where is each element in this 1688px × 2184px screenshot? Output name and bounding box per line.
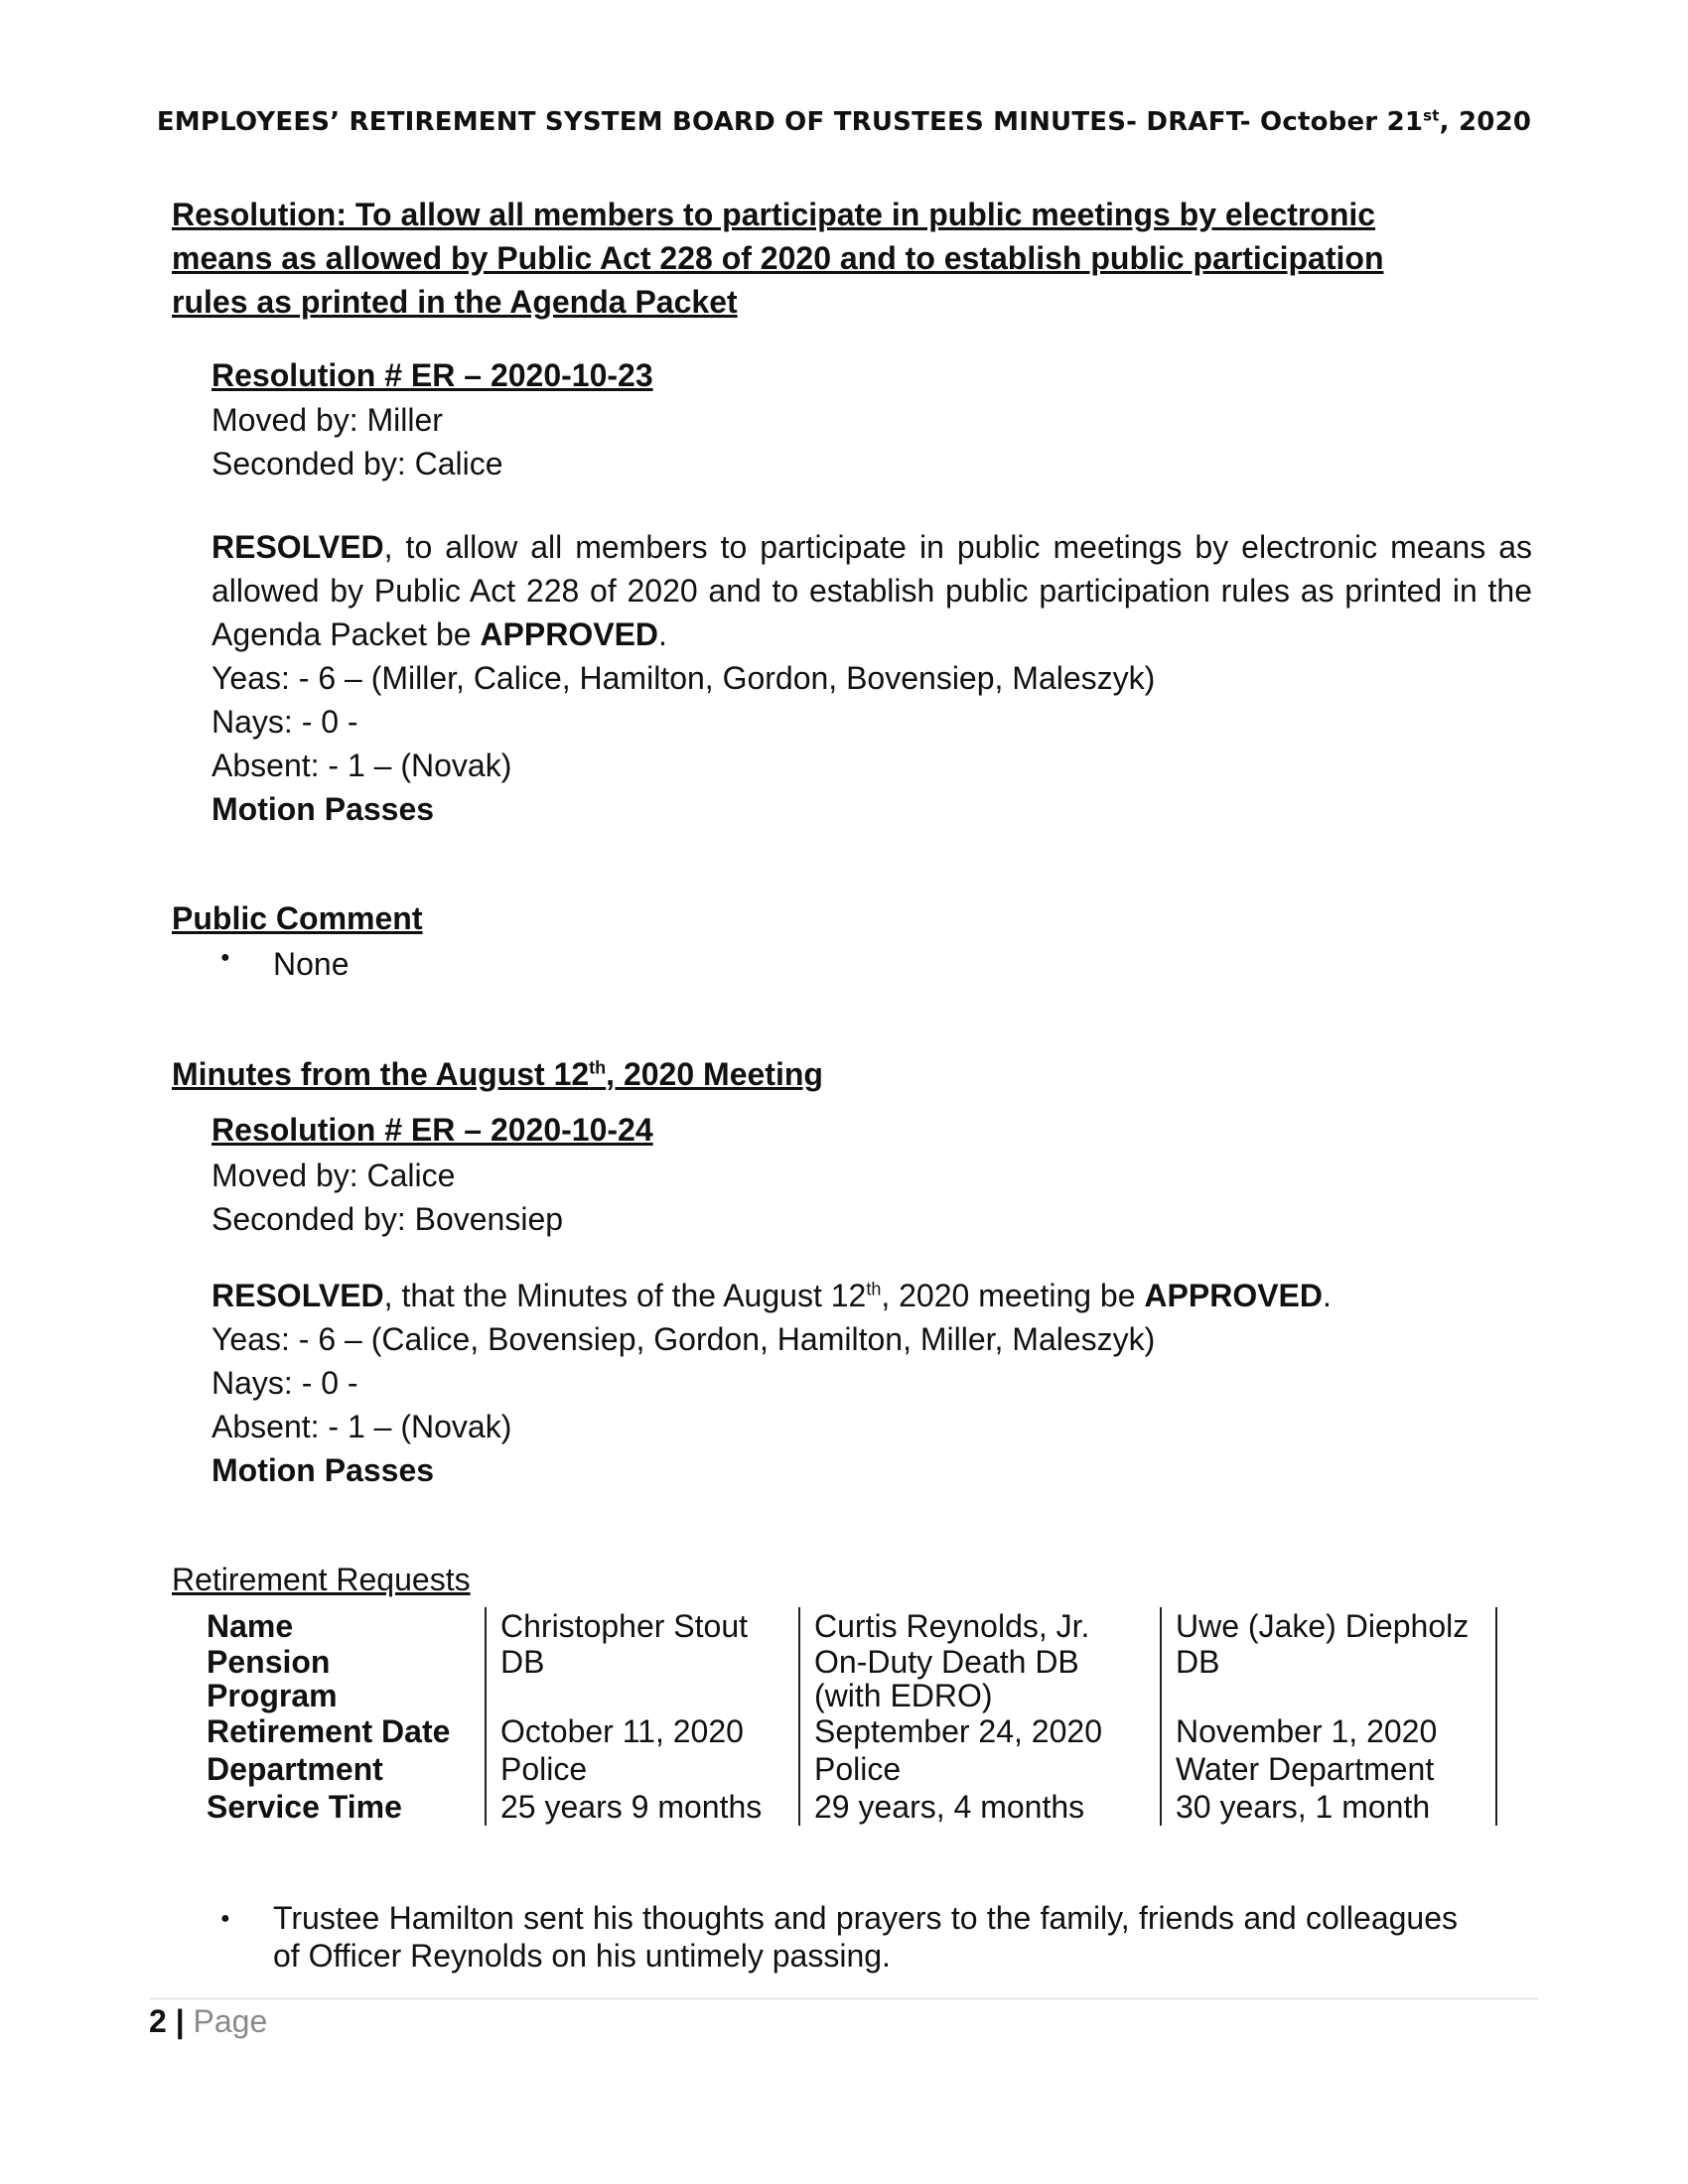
minutes-heading [172,1052,823,1096]
yeas-2: Yeas: - 6 – (Calice, Bovensiep, Gordon, Hamilton, Miller, Maleszyk) [211,1321,1156,1357]
period-2: . [1323,1278,1332,1313]
page-number: 2 [149,2003,167,2039]
nays-1: Nays: - 0 - [211,704,358,740]
bullet-dot-icon: ● [220,949,230,966]
nays-2: Nays: - 0 - [211,1365,358,1401]
cell-program-2-l2: (with EDRO) [814,1678,993,1713]
motion-passes-2: Motion Passes [211,1452,435,1488]
cell-program-1 [486,1645,799,1712]
retirement-requests-heading: Retirement Requests [172,1562,471,1597]
page-header [0,107,1688,137]
cell-name-3: Uwe (Jake) Diepholz [1161,1607,1496,1645]
retirement-table-wrap [207,1607,1497,1826]
header-text: EMPLOYEES’ RETIREMENT SYSTEM BOARD OF TRUSTEES MINUTES- DRAFT- October 21 [156,107,1424,137]
label-date: Retirement Date [207,1713,451,1749]
cell-date-2: September 24, 2020 [799,1712,1161,1750]
header-sup: st [1423,106,1440,125]
cell-name-2: Curtis Reynolds, Jr. [799,1607,1161,1645]
motion-passes-1: Motion Passes [211,791,435,827]
cell-name-1: Christopher Stout [486,1607,799,1645]
cell-department-3: Water Department [1161,1750,1496,1788]
page-label: Page [193,2003,268,2039]
seconded-by-2: Seconded by: Bovensiep [211,1201,564,1237]
cell-program-3 [1161,1645,1496,1712]
table-row [207,1750,1496,1788]
absent-2: Absent: - 1 – (Novak) [211,1409,512,1444]
cell-program-3-l1: DB [1176,1644,1220,1680]
resolved-word-1: RESOLVED [211,529,384,565]
minutes-heading-post: , 2020 Meeting [606,1056,823,1092]
table-row [207,1712,1496,1750]
resolved-text-2-post: , 2020 meeting be [881,1278,1145,1313]
retirement-note: Trustee Hamilton sent his thoughts and prayers to the family, friends and colleagues of Officer Reynolds on his untimely passing. [273,1900,1458,1974]
heading-line-1: Resolution: To allow all members to participate in public meetings by electronic [172,197,1376,232]
label-service: Service Time [207,1789,402,1825]
label-program-l2: Program [207,1678,338,1713]
retirement-table [207,1607,1497,1826]
public-comment-item: None [273,946,350,982]
resolved-paragraph-2 [211,1274,1332,1317]
approved-word-2: APPROVED [1144,1278,1323,1313]
table-row [207,1788,1496,1826]
header-tail: , 2020 [1439,107,1532,137]
label-program-l1: Pension [207,1644,331,1680]
footer-separator: | [175,2003,185,2039]
cell-program-2 [799,1645,1161,1712]
footer-divider [149,1998,1539,1999]
label-name: Name [207,1608,294,1644]
moved-by-2: Moved by: Calice [211,1158,456,1193]
approved-word-1: APPROVED [480,616,659,652]
resolution-heading-electronic [172,193,1542,324]
resolved-text-2-pre: , that the Minutes of the August 12 [383,1278,867,1313]
resolution-number-2: Resolution # ER – 2020-10-24 [211,1112,653,1148]
moved-by-1: Moved by: Miller [211,402,443,438]
resolved-sup-2: th [866,1279,882,1299]
resolution-number-1: Resolution # ER – 2020-10-23 [211,357,653,393]
cell-service-3: 30 years, 1 month [1161,1788,1496,1826]
resolved-text-1: , to allow all members to participate in public meetings by electronic means as allowed by Public Act 228 of 2020 and to establish public participation rules as printed in the Agenda Packet be [211,529,1532,652]
cell-date-3: November 1, 2020 [1161,1712,1496,1750]
heading-line-2: means as allowed by Public Act 228 of 2020 and to establish public participation [172,240,1384,276]
resolved-word-2: RESOLVED [211,1278,384,1313]
yeas-1: Yeas: - 6 – (Miller, Calice, Hamilton, Gordon, Bovensiep, Maleszyk) [211,660,1156,696]
page-footer [149,2003,267,2040]
minutes-heading-pre: Minutes from the August 12 [172,1056,590,1092]
cell-date-1: October 11, 2020 [486,1712,799,1750]
cell-department-1: Police [486,1750,799,1788]
table-row [207,1607,1496,1645]
label-program [207,1645,486,1712]
seconded-by-1: Seconded by: Calice [211,446,503,481]
bullet-dot-icon: ● [220,1910,230,1927]
cell-service-1: 25 years 9 months [486,1788,799,1826]
heading-line-3: rules as printed in the Agenda Packet [172,284,738,320]
cell-program-1-l1: DB [500,1644,545,1680]
period-1: . [658,616,667,652]
resolved-paragraph-1 [211,525,1532,656]
public-comment-heading: Public Comment [172,900,423,936]
minutes-heading-sup: th [589,1057,607,1078]
absent-1: Absent: - 1 – (Novak) [211,748,512,783]
cell-department-2: Police [799,1750,1161,1788]
cell-program-2-l1: On-Duty Death DB [814,1644,1079,1680]
table-row [207,1645,1496,1712]
cell-service-2: 29 years, 4 months [799,1788,1161,1826]
label-department: Department [207,1751,383,1787]
